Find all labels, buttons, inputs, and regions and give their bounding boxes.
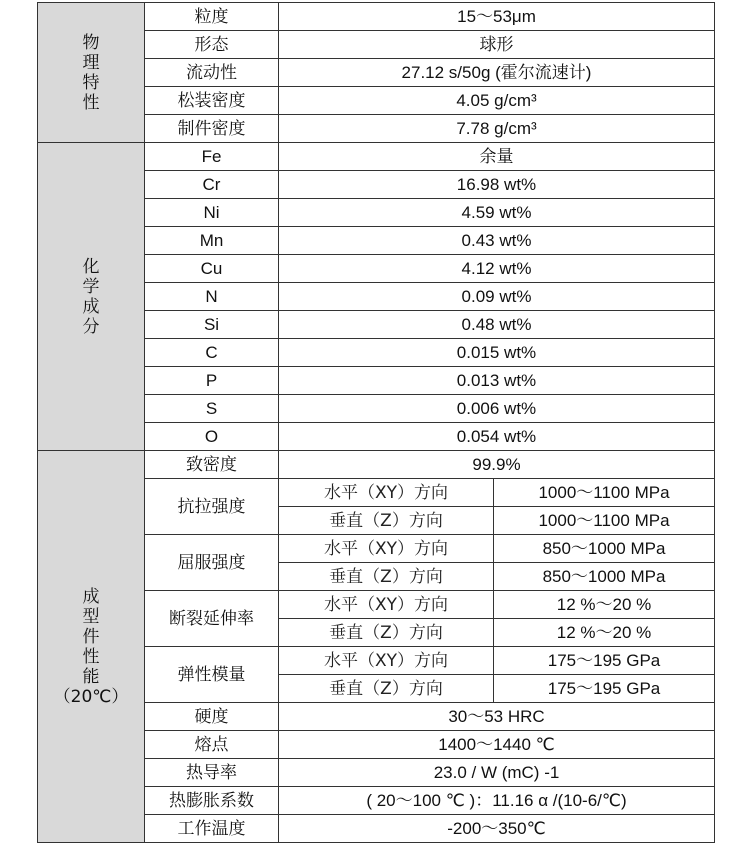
- direction-label: 垂直（Z）方向: [279, 507, 494, 535]
- property-value: 12 %～20 %: [494, 591, 715, 619]
- property-label: 断裂延伸率: [145, 591, 279, 647]
- element-label: Fe: [145, 143, 279, 171]
- property-label: 熔点: [145, 731, 279, 759]
- direction-label: 水平（XY）方向: [279, 479, 494, 507]
- property-label: 弹性模量: [145, 647, 279, 703]
- element-label: Ni: [145, 199, 279, 227]
- element-value: 0.013 wt%: [279, 367, 715, 395]
- property-value: 15～53μm: [279, 3, 715, 31]
- element-value: 16.98 wt%: [279, 171, 715, 199]
- property-value: 1000～1100 MPa: [494, 507, 715, 535]
- category-formed-part: 成 型 件 性 能 （20℃）: [38, 451, 145, 843]
- property-value: 7.78 g/cm³: [279, 115, 715, 143]
- property-label: 工作温度: [145, 815, 279, 843]
- table-row: [38, 451, 715, 479]
- property-value: 850～1000 MPa: [494, 563, 715, 591]
- element-label: Cr: [145, 171, 279, 199]
- property-label: 致密度: [145, 451, 279, 479]
- element-label: Cu: [145, 255, 279, 283]
- table-row: [38, 3, 715, 31]
- property-value: 175～195 GPa: [494, 647, 715, 675]
- element-value: 0.054 wt%: [279, 423, 715, 451]
- element-value: 余量: [279, 143, 715, 171]
- property-value: 1400～1440 ℃: [279, 731, 715, 759]
- property-label: 粒度: [145, 3, 279, 31]
- element-label: C: [145, 339, 279, 367]
- element-label: S: [145, 395, 279, 423]
- element-label: P: [145, 367, 279, 395]
- property-value: 99.9%: [279, 451, 715, 479]
- property-value: 1000～1100 MPa: [494, 479, 715, 507]
- property-value: 12 %～20 %: [494, 619, 715, 647]
- property-label: 硬度: [145, 703, 279, 731]
- spec-table: [37, 2, 715, 843]
- direction-label: 水平（XY）方向: [279, 591, 494, 619]
- direction-label: 垂直（Z）方向: [279, 675, 494, 703]
- element-value: 0.09 wt%: [279, 283, 715, 311]
- property-value: 球形: [279, 31, 715, 59]
- property-label: 制件密度: [145, 115, 279, 143]
- element-value: 0.48 wt%: [279, 311, 715, 339]
- category-physical: 物 理 特 性: [38, 3, 145, 143]
- property-value: 23.0 / W (mC) -1: [279, 759, 715, 787]
- property-value: 850～1000 MPa: [494, 535, 715, 563]
- element-label: Mn: [145, 227, 279, 255]
- category-chemical: 化 学 成 分: [38, 143, 145, 451]
- property-label: 热导率: [145, 759, 279, 787]
- direction-label: 垂直（Z）方向: [279, 619, 494, 647]
- property-label: 抗拉强度: [145, 479, 279, 535]
- property-value: 30～53 HRC: [279, 703, 715, 731]
- property-label: 流动性: [145, 59, 279, 87]
- element-label: N: [145, 283, 279, 311]
- element-label: Si: [145, 311, 279, 339]
- property-label: 屈服强度: [145, 535, 279, 591]
- property-value: 4.05 g/cm³: [279, 87, 715, 115]
- property-label: 松装密度: [145, 87, 279, 115]
- table-row: [38, 143, 715, 171]
- element-value: 4.59 wt%: [279, 199, 715, 227]
- property-value: 175～195 GPa: [494, 675, 715, 703]
- direction-label: 水平（XY）方向: [279, 647, 494, 675]
- element-value: 0.43 wt%: [279, 227, 715, 255]
- element-value: 0.015 wt%: [279, 339, 715, 367]
- property-label: 形态: [145, 31, 279, 59]
- direction-label: 水平（XY）方向: [279, 535, 494, 563]
- element-value: 0.006 wt%: [279, 395, 715, 423]
- property-label: 热膨胀系数: [145, 787, 279, 815]
- property-value: ( 20～100 ℃ )：11.16 α /(10-6/℃): [279, 787, 715, 815]
- element-value: 4.12 wt%: [279, 255, 715, 283]
- property-value: -200～350℃: [279, 815, 715, 843]
- element-label: O: [145, 423, 279, 451]
- property-value: 27.12 s/50g (霍尔流速计): [279, 59, 715, 87]
- direction-label: 垂直（Z）方向: [279, 563, 494, 591]
